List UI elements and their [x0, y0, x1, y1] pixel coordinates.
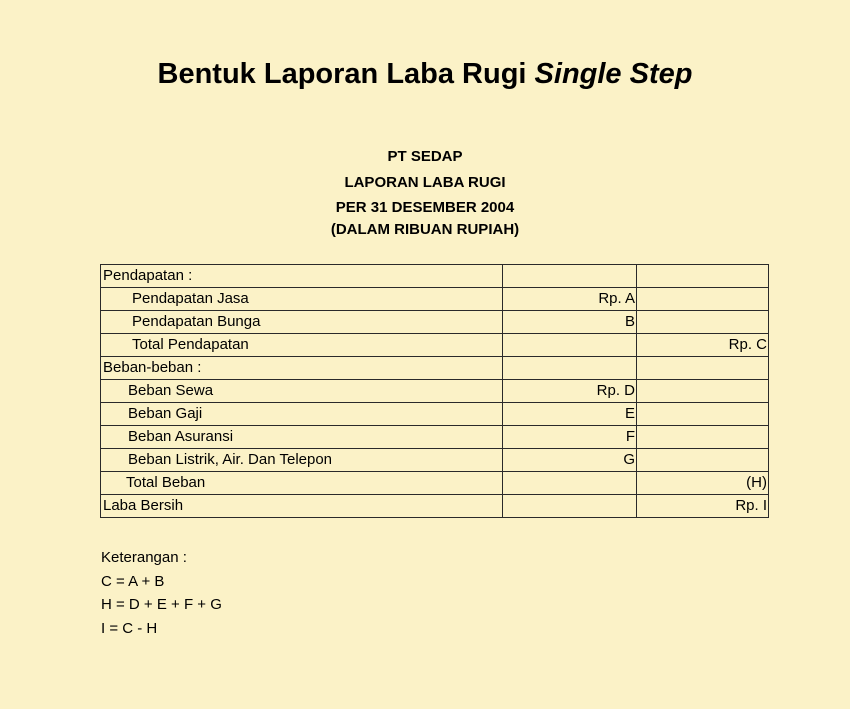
income-statement-table	[100, 264, 769, 518]
total-cell	[637, 311, 769, 334]
amount-cell: Rp. A	[503, 288, 637, 311]
table-row	[101, 334, 769, 357]
row-label: Beban Asuransi	[101, 426, 503, 449]
total-cell	[637, 426, 769, 449]
formula-line: H = D + E + F + G	[101, 596, 222, 613]
row-label: Total Pendapatan	[101, 334, 503, 357]
amount-cell: Rp. D	[503, 380, 637, 403]
total-cell: Rp. C	[637, 334, 769, 357]
notes-heading: Keterangan :	[101, 549, 187, 566]
table-row	[101, 472, 769, 495]
total-cell	[637, 265, 769, 288]
row-label: Beban Listrik, Air. Dan Telepon	[101, 449, 503, 472]
report-unit: (DALAM RIBUAN RUPIAH)	[330, 221, 520, 238]
formula-line: C = A + B	[101, 572, 165, 590]
table-row	[101, 449, 769, 472]
table-row	[101, 288, 769, 311]
total-cell	[637, 403, 769, 426]
table-row	[101, 380, 769, 403]
report-name: LAPORAN LABA RUGI	[344, 174, 506, 191]
row-label: Beban Sewa	[101, 380, 503, 403]
amount-cell	[503, 357, 637, 380]
row-label: Pendapatan :	[101, 265, 503, 288]
row-label: Beban-beban :	[101, 357, 503, 380]
table-row	[101, 495, 769, 518]
row-label: Laba Bersih	[101, 495, 503, 518]
row-label: Pendapatan Bunga	[101, 311, 503, 334]
page-title	[0, 56, 850, 92]
total-cell	[637, 357, 769, 380]
row-label: Beban Gaji	[101, 403, 503, 426]
amount-cell	[503, 265, 637, 288]
formula-line: I = C - H	[101, 619, 158, 637]
total-cell	[637, 380, 769, 403]
table-row	[101, 265, 769, 288]
table-row	[101, 426, 769, 449]
table-row	[101, 311, 769, 334]
page-title-text: Bentuk Laporan Laba Rugi	[157, 58, 535, 90]
total-cell	[637, 288, 769, 311]
notes-section	[101, 546, 222, 640]
total-cell	[637, 449, 769, 472]
row-label: Pendapatan Jasa	[101, 288, 503, 311]
company-name: PT SEDAP	[387, 148, 463, 165]
page-title-italic: Single Step	[534, 58, 693, 90]
table-row	[101, 357, 769, 380]
amount-cell: F	[503, 426, 637, 449]
amount-cell	[503, 495, 637, 518]
row-label: Total Beban	[101, 472, 503, 495]
amount-cell: B	[503, 311, 637, 334]
total-cell: (H)	[637, 472, 769, 495]
amount-cell: G	[503, 449, 637, 472]
amount-cell	[503, 472, 637, 495]
report-period: PER 31 DESEMBER 2004	[335, 199, 515, 216]
amount-cell	[503, 334, 637, 357]
amount-cell: E	[503, 403, 637, 426]
total-cell: Rp. I	[637, 495, 769, 518]
table-row	[101, 403, 769, 426]
